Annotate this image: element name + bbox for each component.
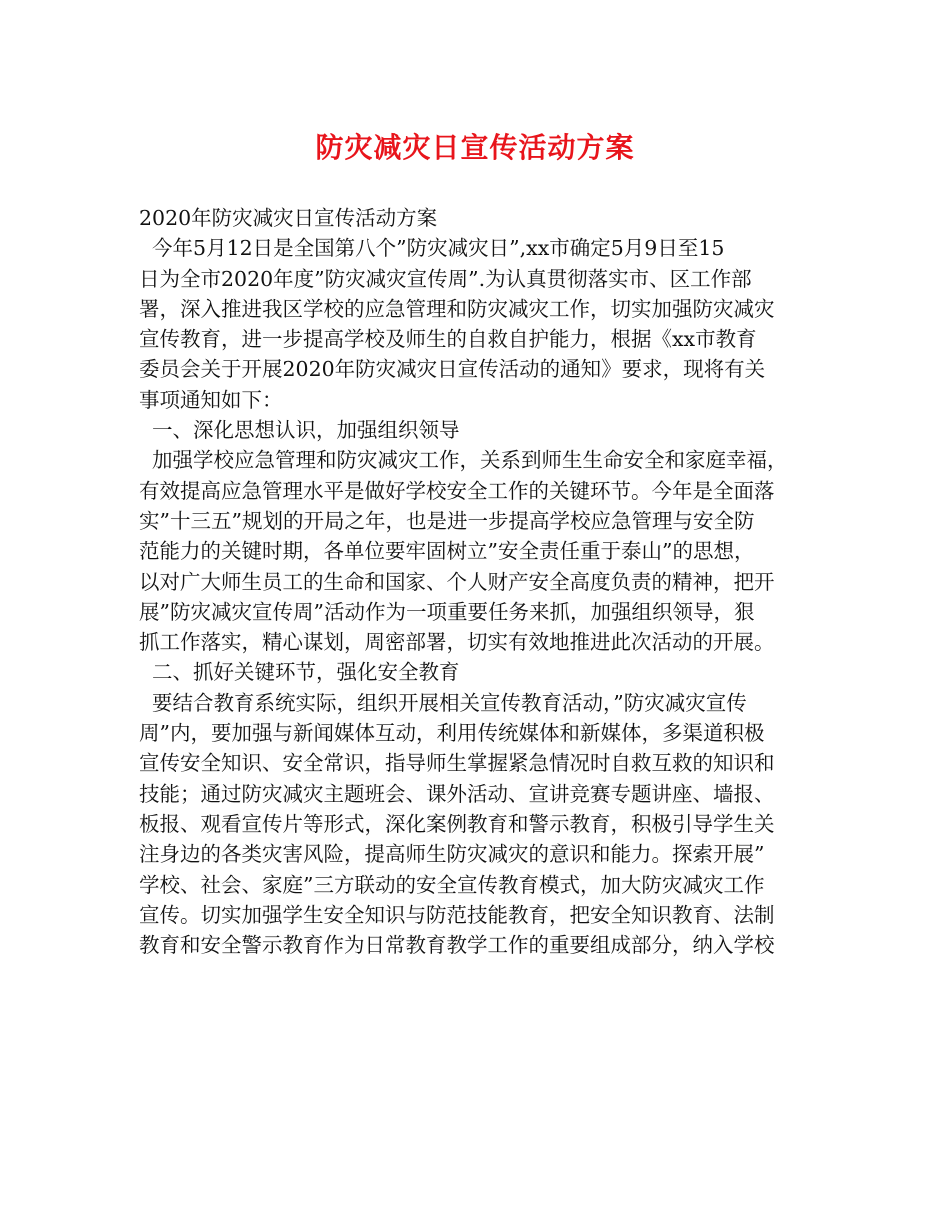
- body-line: 日为全市2020年度”防灾减灾宣传周”.为认真贯彻落实市、区工作部: [139, 266, 752, 291]
- document-title: 防灾减灾日宣传活动方案: [315, 131, 635, 164]
- body-line: 宣传教育，进一步提高学校及师生的自救自护能力，根据《xx市教育: [139, 327, 757, 352]
- body-line: 要结合教育系统实际，组织开展相关宣传教育活动，”防灾减灾宣传: [139, 690, 747, 715]
- document-body: [139, 203, 829, 960]
- body-line: 有效提高应急管理水平是做好学校安全工作的关键环节。今年是全面落: [139, 478, 775, 503]
- section-heading: 一、深化思想认识，加强组织领导: [139, 418, 460, 443]
- body-line: 范能力的关键时期，各单位要牢固树立”安全责任重于泰山”的思想，: [139, 539, 755, 564]
- body-line: 学校、社会、家庭”三方联动的安全宣传教育模式，加大防灾减灾工作: [139, 872, 765, 897]
- section-heading: 二、抓好关键环节，强化安全教育: [139, 660, 460, 685]
- body-line: 今年5月12日是全国第八个”防灾减灾日”,xx市确定5月9日至15: [139, 236, 725, 261]
- body-line: 板报、观看宣传片等形式，深化案例教育和警示教育，积极引导学生关: [139, 811, 775, 836]
- body-line: 宣传。切实加强学生安全知识与防范技能教育，把安全知识教育、法制: [139, 902, 775, 927]
- body-line: 注身边的各类灾害风险，提高师生防灾减灾的意识和能力。探索开展”: [139, 842, 765, 867]
- body-line: 委员会关于开展2020年防灾减灾日宣传活动的通知》要求，现将有关: [139, 357, 766, 382]
- body-line: 事项通知如下：: [139, 387, 283, 412]
- body-line: 展”防灾减灾宣传周”活动作为一项重要任务来抓，加强组织领导，狠: [139, 599, 755, 624]
- body-line: 署，深入推进我区学校的应急管理和防灾减灾工作，切实加强防灾减灾: [139, 296, 775, 321]
- body-line: 技能；通过防灾减灾主题班会、课外活动、宣讲竞赛专题讲座、墙报、: [139, 781, 775, 806]
- body-line: 抓工作落实，精心谋划，周密部署，切实有效地推进此次活动的开展。: [139, 630, 775, 655]
- body-line: 宣传安全知识、安全常识，指导师生掌握紧急情况时自救互救的知识和: [139, 751, 775, 776]
- body-line: 教育和安全警示教育作为日常教育教学工作的重要组成部分，纳入学校: [139, 933, 775, 958]
- body-line: 周”内，要加强与新闻媒体互动，利用传统媒体和新媒体，多渠道积极: [139, 721, 765, 746]
- body-line: 加强学校应急管理和防灾减灾工作，关系到师生生命安全和家庭幸福，: [139, 448, 788, 473]
- body-line: 实”十三五”规划的开局之年，也是进一步提高学校应急管理与安全防: [139, 508, 755, 533]
- body-line: 以对广大师生员工的生命和国家、个人财产安全高度负责的精神，把开: [139, 569, 775, 594]
- body-line: 2020年防灾减灾日宣传活动方案: [139, 206, 438, 230]
